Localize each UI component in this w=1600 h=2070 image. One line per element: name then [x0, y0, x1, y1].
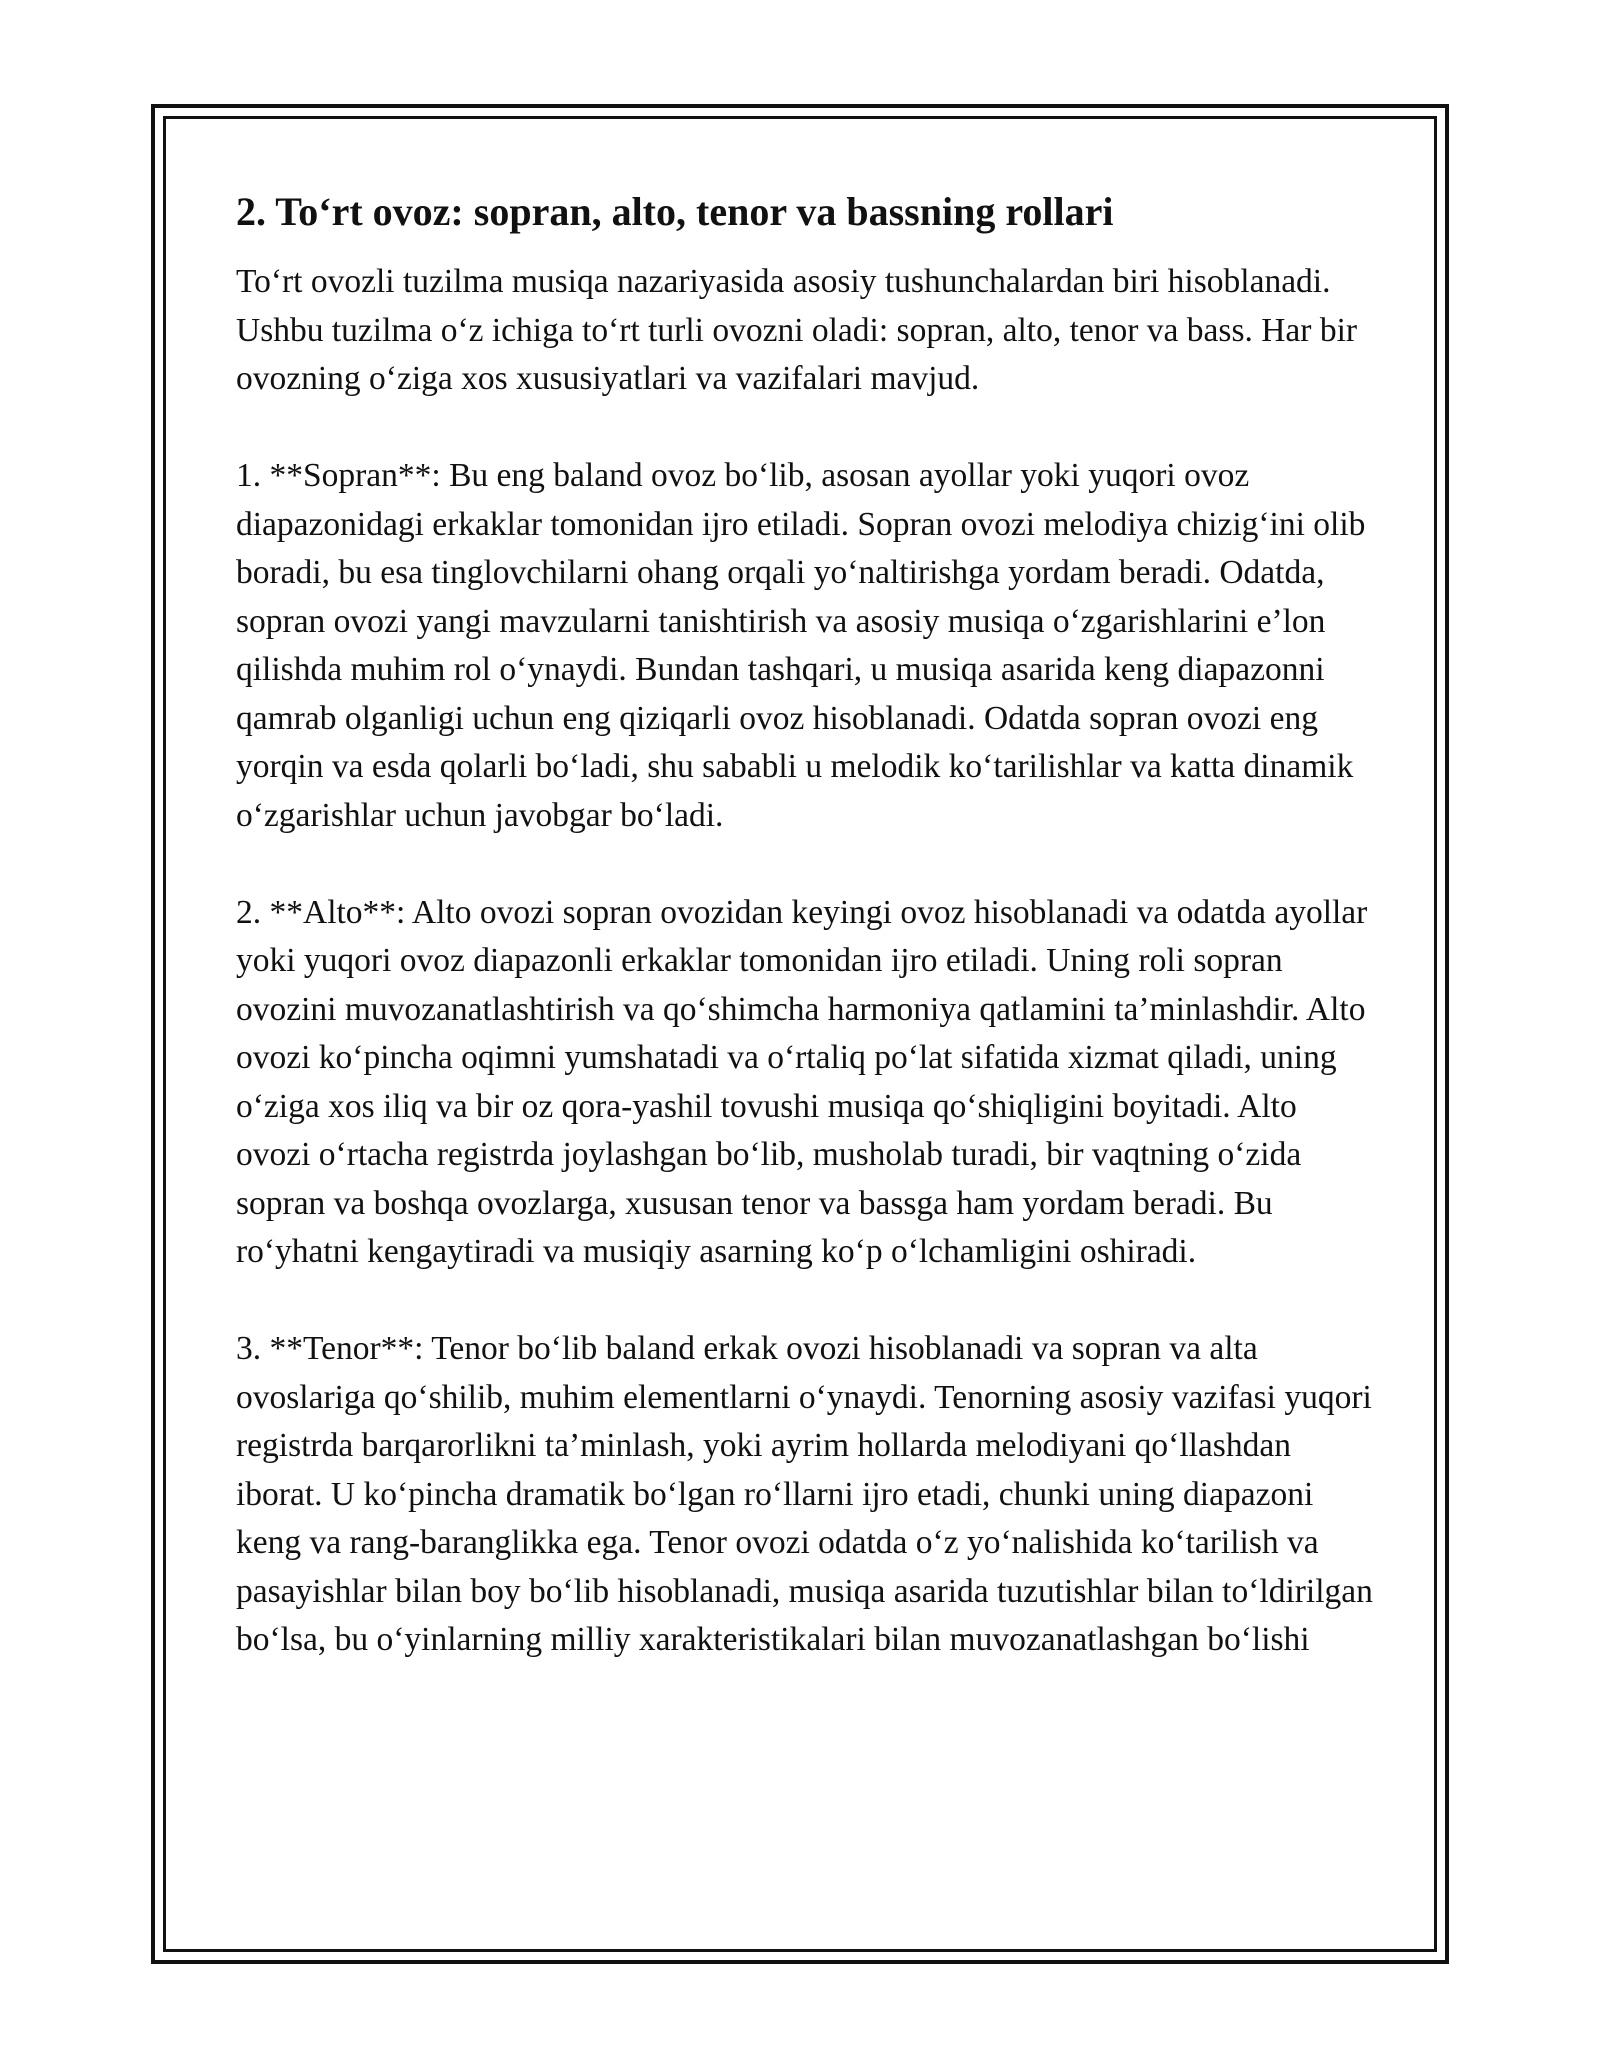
intro-paragraph: To‘rt ovozli tuzilma musiqa nazariyasida asosiy tushunchalardan biri hisoblanadi. Ushbu tuzilma o‘z ichiga to‘rt turli ovozni oladi: sopran, alto, tenor va bass. Har bir ovozning o‘ziga xos xususiyatlari va vazifalari mavjud.	[236, 263, 1358, 397]
section-heading: 2. To‘rt ovoz: sopran, alto, tenor va bassning rollari	[236, 189, 1114, 234]
soprano-paragraph: 1. **Sopran**: Bu eng baland ovoz bo‘lib, asosan ayollar yoki yuqori ovoz diapazonidagi erkaklar tomonidan ijro etiladi. Sopran ovozi melodiya chizig‘ini olib boradi, bu esa tinglovchilarni ohang orqali yo‘naltirishga yordam beradi. Odatda, sopran ovozi yangi mavzularni tanishtirish va asosiy musiqa o‘zgarishlarini e’lon qilishda muhim rol o‘ynaydi. Bundan tashqari, u musiqa asarida keng diapazonni qamrab olganligi uchun eng qiziqarli ovoz hisoblanadi. Odatda sopran ovozi eng yorqin va esda qolarli bo‘ladi, shu sababli u melodik ko‘tarilishlar va katta dinamik o‘zgarishlar uchun javobgar bo‘ladi.	[236, 457, 1366, 834]
alto-paragraph: 2. **Alto**: Alto ovozi sopran ovozidan keyingi ovoz hisoblanadi va odatda ayollar yoki yuqori ovoz diapazonli erkaklar tomonidan ijro etiladi. Uning roli sopran ovozini muvozanatlashtirish va qo‘shimcha harmoniya qatlamini ta’minlashdir. Alto ovozi ko‘pincha oqimni yumshatadi va o‘rtaliq po‘lat sifatida xizmat qiladi, uning o‘ziga xos iliq va bir oz qora-yashil tovushi musiqa qo‘shiqligini boyitadi. Alto ovozi o‘rtacha registrda joylashgan bo‘lib, musholab turadi, bir vaqtning o‘zida sopran va boshqa ovozlarga, xususan tenor va bassga ham yordam beradi. Bu ro‘yhatni kengaytiradi va musiqiy asarning ko‘p o‘lchamligini oshiradi.	[236, 893, 1368, 1270]
document-body	[236, 186, 1376, 1665]
tenor-paragraph: 3. **Tenor**: Tenor bo‘lib baland erkak ovozi hisoblanadi va sopran va alta ovoslariga qo‘shilib, muhim elementlarni o‘ynaydi. Tenorning asosiy vazifasi yuqori registrda barqarorlikni ta’minlash, yoki ayrim hollarda melodiyani qo‘llashdan iborat. U ko‘pincha dramatik bo‘lgan ro‘llarni ijro etadi, chunki uning diapazoni keng va rang-baranglikka ega. Tenor ovozi odatda o‘z yo‘nalishida ko‘tarilish va pasayishlar bilan boy bo‘lib hisoblanadi, musiqa asarida tuzutishlar bilan to‘ldirilgan bo‘lsa, bu o‘yinlarning milliy xarakteristikalari bilan muvozanatlashgan bo‘lishi	[236, 1330, 1373, 1658]
